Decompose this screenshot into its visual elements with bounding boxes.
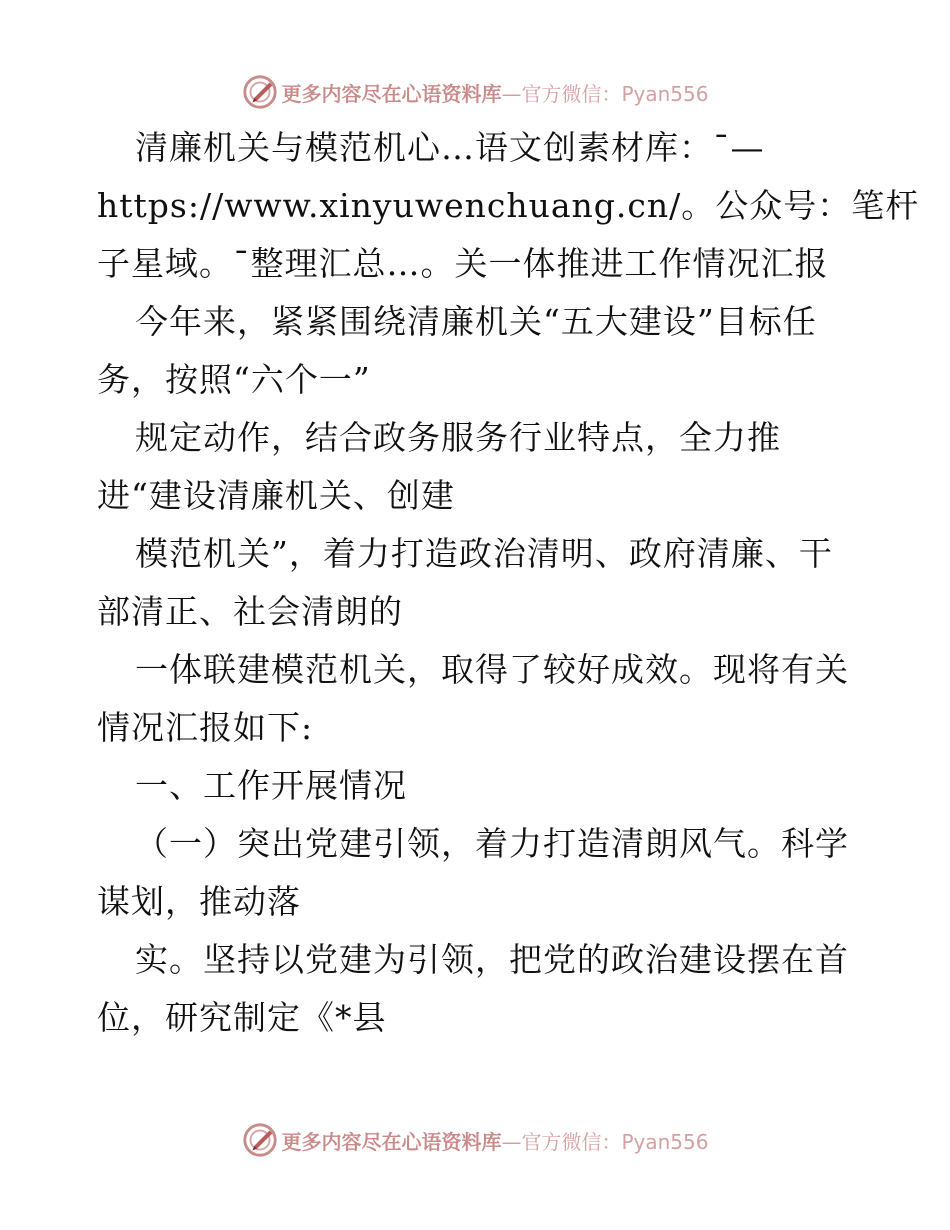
text-line: 子星域。¯整理汇总…。关一体推进工作情况汇报	[97, 244, 829, 283]
text-line: 清廉机关与模范机心…语文创素材库：¯—	[135, 128, 765, 167]
text-line: 部清正、社会清朗的	[97, 592, 403, 631]
watermark-sub-text: —官方微信：Pyan556	[501, 81, 709, 106]
text-line: 情况汇报如下:	[97, 708, 314, 747]
text-line: 谋划，推动落	[97, 882, 301, 921]
watermark-sub-text: —官方微信：Pyan556	[501, 1129, 709, 1154]
watermark-banner-top	[0, 70, 950, 114]
brand-logo-icon	[241, 1121, 279, 1159]
watermark-banner-bottom	[0, 1118, 950, 1162]
text-line: 进“建设清廉机关、创建	[97, 476, 455, 515]
text-line: 规定动作，结合政务服务行业特点，全力推	[135, 418, 781, 457]
text-line: 实。坚持以党建为引领，把党的政治建设摆在首	[135, 940, 849, 979]
text-line: （一）突出党建引领，着力打造清朗风气。科学	[135, 824, 849, 863]
text-line: 务，按照“六个一”	[97, 360, 371, 399]
text-line: 位，研究制定《*县	[97, 998, 387, 1037]
watermark-main-text: 更多内容尽在心语资料库	[281, 1129, 502, 1154]
text-line: 今年来，紧紧围绕清廉机关“五大建设”目标任	[135, 302, 817, 341]
section-heading: 一、工作开展情况	[135, 766, 407, 805]
text-line: 一体联建模范机关，取得了较好成效。现将有关	[135, 650, 849, 689]
text-line: https://www.xinyuwenchuang.cn/。公众号：笔杆	[97, 186, 920, 225]
brand-logo-icon	[241, 73, 279, 111]
text-line: 模范机关”，着力打造政治清明、政府清廉、干	[135, 534, 833, 573]
watermark-main-text: 更多内容尽在心语资料库	[281, 81, 502, 106]
